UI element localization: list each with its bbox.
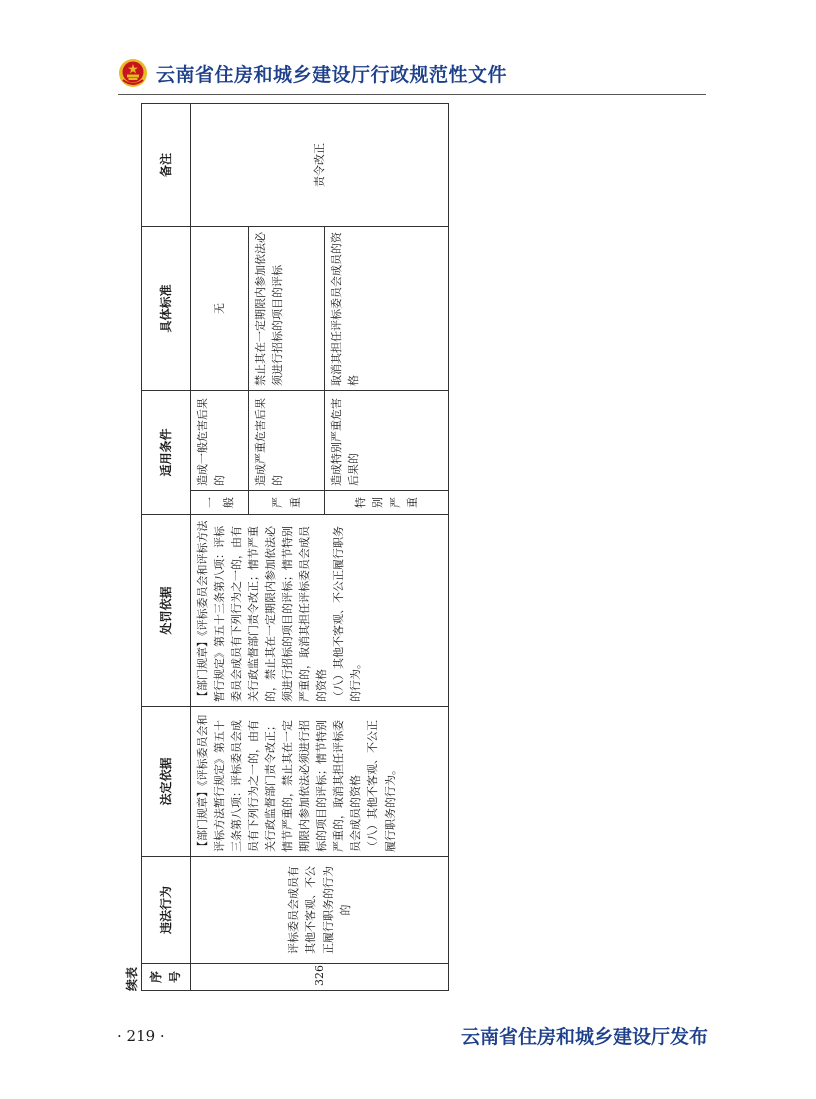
cell-standard-general: 无 [191,226,249,390]
document-header [118,56,507,90]
header-standards: 具体标准 [142,226,191,390]
header-divider [118,94,706,95]
header-penalty-basis: 处罚依据 [142,515,191,707]
cell-seq: 326 [191,964,449,991]
document-title: 云南省住房和城乡建设厅行政规范性文件 [156,63,508,86]
table-landscape [125,104,445,991]
table-row [191,103,249,990]
cell-standard-serious: 禁止其在一定期限内参加依法必须进行招标的项目的评标 [249,226,325,390]
cell-violation: 评标委员会成员有其他不客观、不公正履行职务的行为的 [191,857,449,964]
cell-legal-basis: 【部门规章】《评标委员会和评标方法暂行规定》第五十三条第八项：评标委员会成员有下列行为之一的，由有关行政监督部门责令改正；情节严重的，禁止其在一定期限内参加依法必须进行招标的项目的评标；情节特别严重的，取消其担任评标委员会成员的资格 （八）其他不客观、不公正履行职务的行为。 [191,707,449,857]
header-conditions: 适用条件 [142,390,191,514]
cell-level-very-serious: 特别严重 [325,491,449,515]
continued-label: 续表 [125,966,139,991]
header-legal-basis: 法定依据 [142,707,191,857]
cell-level-serious: 严重 [249,491,325,515]
rotated-table-container [125,104,445,991]
cell-condition-serious: 造成严重危害后果的 [249,390,325,490]
cell-standard-very-serious: 取消其担任评标委员会成员的资格 [325,226,449,390]
cell-condition-general: 造成一般危害后果的 [191,390,249,490]
table-header-row [142,103,191,990]
cell-remark: 责令改正 [191,103,449,226]
cell-condition-very-serious: 造成特别严重危害后果的 [325,390,449,490]
penalty-table [141,103,449,991]
header-seq: 序号 [142,964,191,991]
header-violation: 违法行为 [142,857,191,964]
publisher-label: 云南省住房和城乡建设厅发布 [460,1026,708,1048]
page-number: · 219 · [117,1027,165,1045]
cell-penalty-basis: 【部门规章】《评标委员会和评标方法暂行规定》第五十三条第八项：评标委员会成员有下列行为之一的，由有关行政监督部门责令改正；情节严重的，禁止其在一定期限内参加依法必须进行招标的项目的评标；情节特别严重的，取消其担任评标委员会成员的资格 （八）其他不客观、不公正履行职务的行为。 [191,515,449,707]
cell-level-general: 一般 [191,491,249,515]
national-emblem-icon [118,58,148,88]
header-remarks: 备注 [142,103,191,226]
